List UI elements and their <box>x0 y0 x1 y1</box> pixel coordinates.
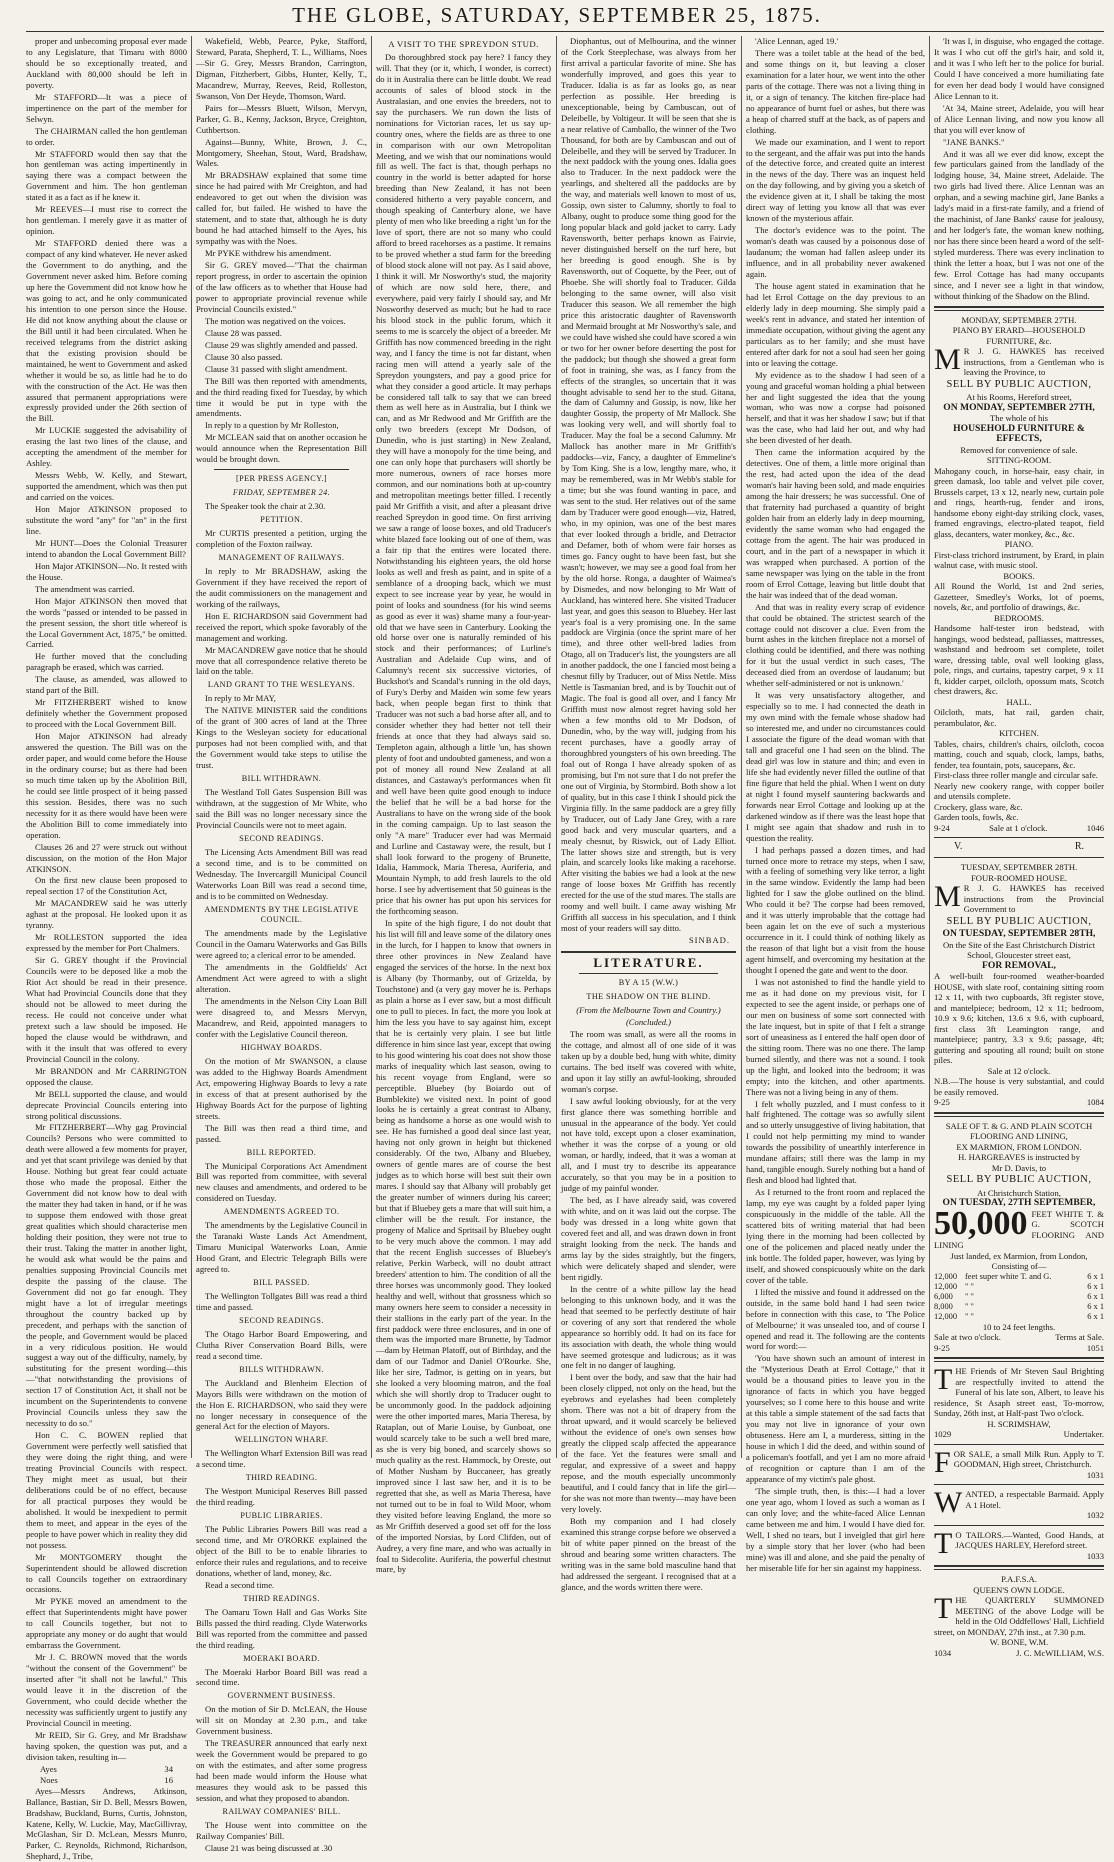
flooring-qty: 8,000 <box>934 1301 953 1311</box>
paragraph: Mr MCLEAN said that on another occasion he would announce when the Representation Bill would be brought down. <box>196 432 367 465</box>
paragraph: Clause 29 was slightly amended and passed. <box>205 339 358 350</box>
ad4-ref: 1029 <box>934 1429 952 1440</box>
railways-head: MANAGEMENT OF RAILWAYS. <box>218 552 345 562</box>
ad3-terms: Terms at Sale. <box>1055 1332 1104 1343</box>
paragraph: I bent over the body, and saw that the hair had been closely clipped, not only on the head, but the eyebrows and eyelashes had been completely shorn. There was not a bit of drapery from the throat upward, and it would scarcely be believed without the evidence of one's own senses how greatly the clipped scalp affected the appearance of the face. Yet the features were small and regular, and expressive of a sweet and happy repose, and the mouth especially uncommonly beautiful, and I could fancy that in life the girl—for she was not more than twenty—may have been very lovely. <box>561 1372 736 1514</box>
paragraph: Hon Major ATKINSON had already answered the question. The Bill was on the order paper, and would come before the House in the ordinary course; but as there had been so much time taken up by the Abolition Bill, he could see little prospect of it being passed this session. Besides, there was no such necessity for it as there would have been were the Abolition Bill to come immediately into operation. <box>26 731 187 840</box>
paragraph: Mr PYKE moved an amendment to the effect that Superintendents might have power to call Councils together, but not to appropriate any money or do aught that would embarrass the Government. <box>26 1596 187 1651</box>
ad1-s3: BOOKS. <box>1003 570 1035 581</box>
paragraph: Mr FITZHERBERT wished to know definitely whether the Government proposed to proceed with the Local Government Bill. <box>26 697 187 730</box>
ad3-lengths: 10 to 24 feet lengths. <box>982 1321 1056 1332</box>
highway-paras <box>196 1056 367 1145</box>
ad1-t9: Crockery, glass ware, &c. <box>934 801 1023 812</box>
paragraph: Against—Bunny, White, Brown, J. C., Montgomery, Sheehan, Stout, Ward, Bradshaw, Wales. <box>196 136 367 169</box>
paragraph: The motion was negatived on the voices. <box>205 315 346 326</box>
govt-business-head: GOVERNMENT BUSINESS. <box>227 1691 336 1701</box>
highway-head: HIGHWAY BOARDS. <box>240 1042 323 1052</box>
ad5-dropcap: F <box>934 1445 951 1479</box>
ad6-num: 1032 <box>1086 1510 1104 1521</box>
ad-rule <box>934 1484 1104 1485</box>
paragraph: It was very unsatisfactory altogether, and especially so to me. I had connected the death in my own mind with the female whose shadow had so interested me, and under no circumstances could I associate the figure of the dead woman with that tall and graceful one I had seen on the blind. The dead girl was low in stature and thin; and even in life she had evidently never filled the outline of that fine figure that held the phial. When I went on duty at night I found myself sauntering backwards and forwards near Errol Cottage and looking up at the darkened window as if there was the least hope that I might see again that shadow and rush in to question the reality. <box>746 690 925 843</box>
flooring-table <box>934 1272 1104 1322</box>
paragraph: Pairs for—Messrs Bluett, Wilson, Mervyn, Parker, G. B., Kenny, Jackson, Bryce, Creighton, Cuthbertson. <box>196 102 367 135</box>
paragraph: Mr STAFFORD would then say that the hon gentleman was acting impertinently in saying there was a compact between the Government and him. The hon gentleman stated it as a fact as if he knew it. <box>26 148 187 203</box>
paragraph: I saw awful looking obviously, for at the very first glance there was something horrible and unusual in the appearance of the body. Yet could not have told, except upon a closer examination, whether it was the corpse of a young or old woman, or hardly, indeed, that it was a woman at all, and I must try to describe its appearance accurately, so that you may be in a position to judge of my painful wonder. <box>561 1095 736 1194</box>
paragraph: Mr MACANDREW said he was utterly aghast at the proposal. He looked upon it as tyranny. <box>26 898 187 931</box>
agreed-text: The amendments by the Legislative Council in the Taranaki Waste Lands Act Amendment, Timaru Municipal Waterworks Loan, Annie Hood Grant, and Electric Telegraph Bills were agreed to. <box>196 1220 367 1275</box>
ad3-place: At Christchurch Station, <box>977 1187 1061 1198</box>
flooring-desc: " " <box>965 1281 974 1291</box>
flooring-row <box>934 1292 1104 1302</box>
readings-text: The Otago Harbor Board Empowering, and Clutha River Conservation Board Bills, were read a second time. <box>196 1328 367 1361</box>
ad1-s2: PIANO. <box>1004 539 1034 550</box>
col4-paragraphs <box>561 36 736 934</box>
paragraph: Hon Major ATKINSON—No. It rested with the House. <box>26 560 187 582</box>
ad2-dropcap: M <box>934 880 961 914</box>
ad1-s1: SITTING-ROOM. <box>986 455 1052 466</box>
bills-withdrawn-text: The Auckland and Blenheim Election of Mayors Bills were withdrawn on the motion of the Hon E. RICHARDSON, who said they were no longer necessary in consequence of the general Act for the election of Mayors. <box>196 1377 367 1432</box>
flooring-size: 6 x 1 <box>1087 1281 1104 1291</box>
paragraph: Mr FITZHERBERT—Why gag Provincial Councils? Persons who were committed to death were allowed a few moments for prayer, and yet that scant privilege was denied by that House. Nothing but great fear could actuate those who made the proposal. Either the Government did not know how to deal with the matter they had taken in hand, or if he was to suppose them endowed with those great great qualities which should characterise men holding their position, they were not true to their trust. Taking the matter in another light, he would ask what would be the pains and penalties supposing Provincial Councils met despite the passing of the clause. The Government did not go far enough. They might have a lot of irregular meetings throughout the country backed up by precedent, and perhaps with the sanction of the people, and Government would be placed in a very ridiculous position. He would suggest a way out of the difficulty, namely, by substituting for the present wording—this—"that notwithstanding the provisions of section 17 of Constitution Act, it shall not be incumbent on the Superintendents to convene Provincial Councils unless they saw the necessity to do so." <box>26 1122 187 1429</box>
withdrawn-text: The Westland Toll Gates Suspension Bill was withdrawn, at the suggestion of Mr White, who said the Bill was no longer necessary since the Provincial Councils were not to meet again. <box>196 787 367 830</box>
paragraph: Do thoroughbred stock pay here? I fancy they will. That they (or it, which, I wonder, is correct) do it in Australia there can be little doubt. We read accounts of sales of blood stock in the Australasian, and one envies the breeders, not to say the purchasers. We run down the lists of nominations for Victorian races, let us say up-country ones, where the fields are as three to one in comparison with our own Metropolitan Meeting, and we wish that our nominations would fill as well. The fact is that, though perhaps no country in the world is better adapted for horse breeding than New Zealand, it has not been considered hitherto a very payable concern, and though speaking of Canterbury alone, we have plenty of men who like breeding a right 'un for the love of sport, there are not so many who could afford to breed racehorses as a pastime. It remains to be proved whether a stud farm for the breeding of blood stock alone will not pay. As I said above, I think it will. Mr Nosworthy's stud, the majority of which are now sold here, there, and everywhere, paid very fairly I should say, and Mr Nosworthy deserved as much; but he had to race his blood stock in the public forum, which it seems to me is scarcely the object of a breeder. Mr Griffith has now commenced breeding in the right way, and I fancy the time is not far distant, when racing men will attend a yearly sale of the Spreydon youngsters, and pay a good price for what they consider a good article. It may perhaps be considered tall talk to say that we can breed them as well here as in Australia, but I think we can, and as Mr Redwood and Mr Griffith are the only two breeders (except Mr Dodson, of Dunedin, who is just starting) in New Zealand, they will have a monopoly for the time being, and one can only hope that purchasers will shortly be more numerous, owners of race horses more common, and our nominations both at up-country and metropolitan meetings better filled. I recently paid Mr Griffith a visit, and after a pleasant drive reached Spreydon in good time. On first arriving we saw a range of loose boxes, and old Traducer's white blazed face looking out of one of them, was a fair tip that the entires were located there. Notwithstanding his eighteen years, the old horse looks as well and fresh as paint, and in spite of a semblance of a drooping back, which we must expect to see increase year by year, he would in point of looks and soundness (for his wind seems as good as ever it was) shame many a four-year-old that we have seen in Canterbury. Looking the old horse over one is naturally reminded of his stock and their performances; of Lurline's Australian and Adelaide Cup wins, and of Calumny's recent six successive victories, of Buckshot's and Scandal's running in the old days, of Fury's Derby and Maiden win some few years back, when people began first to think that Traducer was not such a bad horse after all, and to consider whether they had better not tell their friends at once that they had always said so. Templeton again, although a little 'un, has shown plenty of foot and undoubted gameness, and won a pot of money all round New Zealand at all distances, and Castaway's performances when fit and well have been quite good enough to induce the belief that he will be a bad horse for the Australians to have on the wrong side of the book in the coming campaign. Up to last season the only "A mare" Traducer ever had was Mermaid and Lurline and Castaway were, the result, but I shall look forward to the progeny of Brunette, Idalia, Hammock, Maria Theresa, Auriferia, and Mountain Nymph, to add fresh laurels to the old horse. I see by advertisement that 50 guineas is the price that his owner has put upon his services for the forthcoming season. <box>376 51 551 917</box>
ayes-count: 34 <box>164 1763 173 1774</box>
ayes-label: Ayes <box>40 1763 57 1774</box>
ad1-time: Sale at 1 o'clock. <box>989 822 1048 833</box>
paragraph: In reply to Mr BRADSHAW, asking the Government if they have received the report of the audit commissioners on the management and working of the railways, <box>196 565 367 609</box>
column-rule <box>741 36 742 1458</box>
paragraph: As I returned to the front room and replaced the lamp, my eye was caught by a folded paper lying conspicuously in the middle of the table. All the scattered bits of writing material that had been lying there in the morning had been collected by one of the policemen and placed neatly under the ink bottle. The folded paper, however, was lying by itself, and showed conspicuously white on the dark cover of the table. <box>746 1187 925 1285</box>
ad3-bignum: 50,000 <box>934 1204 1028 1242</box>
paragraph: 'At 34, Maine street, Adelaide, you will hear of Alice Lennan living, and now you know all that you will ever know of <box>934 102 1104 135</box>
ad-rule <box>934 857 1104 858</box>
paragraph: Both my companion and I had closely examined this strange corpse before we observed a bit of white paper pinned on the breast of the shroud and bearing some written characters. The writing was in the same bold masculine hand that had addressed the sergeant. I recognised that at a glance, and the words written there were. <box>561 1515 736 1592</box>
paragraph: The amendments in the Nelson City Loan Bill were disagreed to, and Messrs Mervyn, Macandrew, and Reid, appointed managers to confer with the Legislative Council thereon. <box>196 996 367 1040</box>
paragraph: Messrs Webb, W. Kelly, and Stewart, supported the amendment, which was then put and carried on the voices. <box>26 470 187 503</box>
byline: BY A 15 (W.W.) <box>618 978 679 988</box>
paragraph: Wakefield, Webb, Pearce, Pyke, Stafford, Steward, Parata, Shepherd, T. L., Williams, Noes—Sir G. Grey, Messrs Brandon, Carrington, Digman, Fitzherbert, Gibbs, Hunter, Kelly, T., Macandrew, Murray, Reeves, Reid, Rolleston, Swanson, Von Der Heyde, Thomson, Ward. <box>196 36 367 101</box>
paragraph: The amendments made by the Legislative Council in the Oamaru Waterworks and Gas Bills were agreed to; a clerical error to be amended. <box>196 928 367 961</box>
ad8-text: HE QUARTERLY SUMMONED MEETING of the above Lodge will be held in the Old Oddfellows' Hall, Lichfield street, on MONDAY, 27th inst., at 7.30 p.m. <box>934 1595 1104 1637</box>
wharf-head: WELLINGTON WHARF. <box>234 1435 329 1445</box>
ad4-dropcap: T <box>934 1363 953 1397</box>
story-title: THE SHADOW ON THE BLIND. <box>586 992 711 1002</box>
moeraki-head: MOERAKI BOARD. <box>243 1653 320 1663</box>
col2-paragraphs <box>196 36 367 465</box>
masthead-title: THE GLOBE, SATURDAY, SEPTEMBER 25, 1875. <box>292 3 822 27</box>
flooring-qty: 12,000 <box>934 1271 958 1281</box>
ad1-title: HOUSEHOLD FURNITURE & EFFECTS, <box>953 422 1085 445</box>
third-reading-head: THIRD READING. <box>245 1473 318 1483</box>
paragraph: And that was in reality every scrap of evidence that could be obtained. The strictest search of the cottage could not discover a clue. Even from the burnt ashes in the kitchen fireplace not a morsel of clothing could be identified, and there was nothing for it but the usual verdict in such cases, 'The deceased died from an overdose of laudanum; but whether self-administered or not is unknown.' <box>746 601 925 689</box>
paragraph: Mr BRANDON and Mr CARRINGTON opposed the clause. <box>26 1065 187 1087</box>
paragraph: The amendments in the Goldfields' Act Amendment Act were agreed to with a slight alteration. <box>196 962 367 995</box>
ad-rule <box>934 837 1104 838</box>
ad3-footer <box>934 1343 1104 1354</box>
ad3-feet: FEET WHITE T. & G. SCOTCH FLOORING AND LINING <box>934 1208 1104 1251</box>
wesleyans-head: LAND GRANT TO THE WESLEYANS. <box>207 680 356 690</box>
column-3-stud-visit <box>376 36 551 1575</box>
paragraph: Mr J. C. BROWN moved that the words "without the consent of the Government" be inserted after "it shall not be lawful." This would leave it in the discretion of the Government, who could decide whether the necessity was sufficiently urgent to justify any Provincial Council in meeting. <box>26 1652 187 1728</box>
ad1-t6: Tables, chairs, children's chairs, oilcloth, cocoa matting, couch and squab, clock, lamps, baths, fender, tea fountain, pots, saucepans, &c. <box>934 738 1104 770</box>
railway-companies-head: RAILWAY COMPANIES' BILL. <box>222 1806 341 1816</box>
agreed-head: AMENDMENTS AGREED TO. <box>223 1207 340 1217</box>
ad2-sell: SELL BY PUBLIC AUCTION, <box>946 915 1092 927</box>
ad4-role: Undertaker. <box>1063 1429 1104 1440</box>
third-readings-text: The Oamaru Town Hall and Gas Works Site Bills passed the third reading. Clyde Waterworks Bill was reported from the committee and passed the third reading. <box>196 1606 367 1650</box>
section-rule <box>561 951 736 953</box>
paragraph: Hon E. RICHARDSON said Government had received the report, which spoke favorably of the management and working. <box>196 610 367 643</box>
amendments-head: AMENDMENTS BY THE LEGISLATIVE COUNCIL. <box>204 904 359 925</box>
paragraph: And it was all we ever did know, except the few particulars gained from the landlady of the lodging house, 34, Maine street, Adelaide. The two girls had lived there. Alice Lennan was an orphan, and a sewing machine girl, Jane Banks a lady's maid in a first-rate family, and a friend of the machinist, of Jane Banks' cause for jealousy, and her lodger's fate, the woman knew nothing, nor has there since been heard a word of the self-styled murderess. There was every inclination to think the letter a hoax, but I was not one of the few. Errol Cottage has had many occupants since, and I never see a light in that window, without thinking of the Shadow on the Blind. <box>934 148 1104 301</box>
ad-flooring-sale <box>934 1121 1104 1354</box>
ad4-footer <box>934 1429 1104 1440</box>
column-6-advertisements <box>934 36 1104 1658</box>
paragraph: The clause, as amended, was allowed to stand part of the Bill. <box>26 674 187 696</box>
col1-paragraphs <box>26 36 187 1763</box>
petition-text: Mr CURTIS presented a petition, urging the completion of the Foxton railway. <box>196 528 367 549</box>
flooring-row <box>934 1312 1104 1322</box>
ad3-line1: H. HARGREAVES is instructed by <box>958 1152 1080 1163</box>
govt-business-text: On the motion of Sir D. McLEAN, the House will sit on Monday at 2.30 p.m., and take Government business. <box>196 1704 367 1737</box>
third-reading-text: The Westport Municipal Reserves Bill passed the third reading. <box>196 1486 367 1508</box>
paragraph: Read a second time. <box>205 1579 275 1590</box>
paragraph: Mr MACANDREW gave notice that he should move that all correspondence relative thereto be laid on the table. <box>196 644 367 677</box>
ad1-s6: KITCHEN. <box>999 728 1039 739</box>
ad-rule <box>934 1112 1104 1117</box>
vr-left: V. <box>954 841 963 853</box>
paragraph: The house agent stated in examination that he had let Errol Cottage on the day previous to an elderly lady in deep mourning. She simply paid a week's rent in advance, and stated her intention of immediate occupation, without giving the agent any particulars as to her family; and she must have entered after dark for not a soul had seen her going into or leaving the cottage. <box>746 280 925 368</box>
ad8-sub: QUEEN'S OWN LODGE. <box>973 1584 1065 1595</box>
story-status: (Concluded.) <box>625 1016 672 1027</box>
paragraph: The doctor's evidence was to the point. The woman's death was caused by a poisonous dose of laudanum; the woman had fallen asleep under its influence, and in all probability never awakened again. <box>746 225 925 280</box>
paragraph: The Bill was then read a third time, and passed. <box>196 1122 367 1144</box>
paragraph: 'Alice Lennan, aged 19.' <box>755 36 839 46</box>
masthead-rule <box>26 31 1104 32</box>
paragraph: Sir G. GREY thought if the Provincial Councils were to be deposed like a mob the Riot Act should be read in their presence. What had Provincial Councils done that they should not be allowed to meet during the recess. He could not conceive under what pretext such a law should be imposed. He hoped the clause would be withdrawn, and with it the insult that was offered to every Provincial Council in the colony. <box>26 955 187 1064</box>
paragraph: In reply to Mr MAY, <box>205 693 276 704</box>
treasurer-text: The TREASURER announced that early next week the Government would be prepared to go on with the estimates, and after some progress had been made would inform the House what measures they would ask to be passed this session, and what they proposed to abandon. <box>196 1738 367 1804</box>
ad-milk-run <box>934 1445 1104 1481</box>
ad2-place: On the Site of the East Christchurch District School, Gloucester street east, <box>942 939 1096 961</box>
ad3-terms-row <box>934 1332 1104 1343</box>
ad-rule <box>934 1525 1104 1526</box>
paragraph: The bed, as I have already said, was covered with white, and on it was laid out the corpse. The body was dressed in a long white gown that covered feet and all, and was drawn down in front straight looking from the neck. The hands and arms lay by the sides straightly, but the fingers, which were delicately shaped and slender, were bent rigidly. <box>561 1195 736 1282</box>
paragraph: Mr BELL supported the clause, and would deprecate Provincial Councils entering into strong political discussions. <box>26 1088 187 1121</box>
col6-paragraphs <box>934 36 1104 302</box>
paragraph: Hon C. C. BOWEN replied that Government were perfectly well satisfied that they were doing the right thing, and were treating Provincial Councils with respect. They might meet as usual, but their deliberations could be of no effect, because for all practical purposes they would be abolished. It would be inexpedient to permit them to meet, and appear in the eyes of the people to have power which in reality they did not possess. <box>26 1430 187 1550</box>
ad3-landed: Just landed, ex Marmion, from London, Consisting of— <box>950 1250 1088 1272</box>
petition-head: PETITION. <box>260 515 303 525</box>
paragraph: Then came the information acquired by the detectives. One of them, a little more original than the rest, had acted upon the idea of the dead woman's hair having been sold, and made enquiries among the hair dressers; he was successful. One of that fraternity had purchased a quantity of bright golden hair from an elderly lady in deep mourning, evidently the same woman who had engaged the cottage from the agent. The hair was produced in court, and in the part of a newspaper in which it was wrapped when purchased. A portion of the same newspaper was lying on the table in the front room of Errol Cottage, leaving but little doubt that the hair was indeed that of the dead woman. <box>746 447 925 600</box>
visit-paragraphs <box>376 52 551 1575</box>
ad8-head: P.A.F.S.A. <box>1001 1574 1037 1585</box>
ad1-t5: Oilcloth, mats, hat rail, garden chair, perambulator, &c. <box>934 707 1104 728</box>
paragraph: proper and unbecoming proposal ever made to any Legislature, that Timaru with 8000 should be so exceptionally treated, and Auckland with 80,000 should be left in poverty. <box>26 36 187 90</box>
column-rule <box>371 36 372 1458</box>
ad7-num: 1033 <box>1086 1550 1104 1561</box>
ad8-name2: J. C. McWILLIAM, W.S. <box>1016 1647 1104 1658</box>
wesleyans-paras <box>196 693 367 771</box>
paragraph: Clause 31 passed with slight amendment. <box>205 363 348 374</box>
libraries-paras <box>196 1524 367 1591</box>
ad4-text: HE Friends of Mr Steven Saul Brighting are respectfully invited to attend the Funeral of his late son, Albert, to leave his residence, St Asaph street east, To-morrow, Sunday, 26th inst, at Half-past Two o'clock. <box>934 1366 1104 1419</box>
paragraph: Mr MONTGOMERY thought the Superintendent should be allowed discretion to call Councils together on extraordinary occasions. <box>26 1551 187 1595</box>
railways-paras <box>196 566 367 678</box>
ad2-num: 1084 <box>1086 1097 1104 1108</box>
flooring-desc: " " <box>965 1291 974 1301</box>
paragraph: 'The simple truth, then, is this:—I had a lover one year ago, whom I loved as such a woman as I can only love; and the white-faced Alice Lennan came between me and him. I would I have died for. Well, I shed no tears, but I inveigled that girl here by a simple story that her lover (who had been mine) was ill and alone, and she paid the penalty of her miserable life for her sin against my happiness. <box>746 1485 925 1573</box>
wharf-text: The Wellington Wharf Extension Bill was read a second time. <box>196 1448 367 1470</box>
ad7-text: O TAILORS.—Wanted, Good Hands, at JACQUES HARLEY, Hereford street. <box>955 1529 1104 1551</box>
moeraki-text: The Moeraki Harbor Board Bill was read a second time. <box>196 1666 367 1688</box>
libraries-head: PUBLIC LIBRARIES. <box>240 1511 323 1521</box>
ad1-s5: HALL. <box>1006 696 1032 707</box>
division-ayes <box>26 1764 187 1775</box>
divider <box>214 469 349 470</box>
division-list: Ayes—Messrs Andrews, Atkinson, Ballance, Bastian, Sir D. Bell, Messrs Bowen, Bradshaw, Buckland, Burns, Curtis, Johnston, Katene, Kelly, W. Luckie, May, MacGillivray, McGlashan, Sir D. McLean, Messrs Munro, Parker, C. Reynolds, Richmond, Richardson, Shephard, J., Tribe, <box>26 1785 187 1862</box>
paragraph: In the centre of a white pillow lay the head belonging to this unknown body, and it was the head that seemed to be perfectly destitute of hair or covering of any sort that rendered the whole appearance so horribly odd. It had on its face for its association with death, the whole thing would have seemed grotesque and ludicrous; as it was one felt in no danger of laughing. <box>561 1283 736 1371</box>
story-source: (From the Melbourne Town and Country.) <box>576 1004 721 1015</box>
paragraph: "JANE BANKS." <box>943 136 1005 147</box>
paragraph: The NATIVE MINISTER said the conditions of the grant of 300 acres of land at the Three Kings to the Wesleyan society for educational purposes had not been complied with, and that the Government would take steps to utilise the trust. <box>196 705 367 771</box>
vr-cipher <box>934 842 1104 853</box>
reported-head: BILL REPORTED. <box>246 1147 317 1157</box>
column-rule <box>556 36 557 1458</box>
bills-withdrawn-head: BILLS WITHDRAWN. <box>239 1364 324 1374</box>
paragraph: The CHAIRMAN called the hon gentleman to order. <box>26 125 187 147</box>
ad2-nb: N.B.—The house is very substantial, and could be easily removed. <box>934 1076 1104 1097</box>
ad-tailors-wanted <box>934 1526 1104 1562</box>
flooring-size: 6 x 1 <box>1087 1291 1104 1301</box>
ad8-dropcap: T <box>934 1592 953 1626</box>
paragraph: We made our examination, and I went to report to the sergeant, and the affair was put into the hands of the detective force, and created quite an interest in the news of the day. There was an inquest held on the day following, and by giving you a sketch of the evidence given at it, I shall be taking the most direct way of letting you know all that was ever known of the mysterious affair. <box>746 136 925 224</box>
ad1-place: At his Rooms, Hereford street, <box>966 392 1072 403</box>
ad6-dropcap: W <box>934 1486 963 1520</box>
ad7-dropcap: T <box>934 1526 953 1560</box>
ad6-text: ANTED, a respectable Barmaid. Apply A 1 Hotel. <box>965 1489 1104 1510</box>
ad-rule <box>934 1444 1104 1445</box>
ad2-sub: FOUR-ROOMED HOUSE. <box>971 872 1067 883</box>
ad1-head: MONDAY, SEPTEMBER 27TH. <box>961 314 1077 325</box>
flooring-row <box>934 1272 1104 1282</box>
press-date: FRIDAY, SEPTEMBER 24. <box>232 488 331 498</box>
ad1-date: ON MONDAY, SEPTEMBER 27TH, <box>943 401 1095 413</box>
paragraph: I felt wholly puzzled, and I must confess to it half frightened. The cottage was so awfully silent and so utterly unsuggestive of living habitation, that I could not help permitting my mind to wander towards the possibility of unearthly interference in mundane affairs; still there was the lamp in my hand, tangible enough. Surely nothing but a hand of flesh and blood had lighted that. <box>746 1098 926 1186</box>
paragraph: The amendment was carried. <box>35 583 135 594</box>
ad1-t7: First-class three roller mangle and circular safe. <box>934 770 1098 781</box>
press-lead: The Speaker took the chair at 2.30. <box>205 501 326 512</box>
flooring-size: 6 x 1 <box>1087 1271 1104 1281</box>
flooring-size: 6 x 1 <box>1087 1301 1104 1311</box>
paragraph: He further moved that the concluding paragraph be erased, which was carried. <box>26 651 187 673</box>
withdrawn-head: BILL WITHDRAWN. <box>241 774 322 784</box>
paragraph: In spite of the high figure, I do not doubt that his list will fill and leave some of the dilatory ones in the lurch, for I happen to know that owners in three other provinces in New Zealand have engaged the services of the horse. In the next box is Albany (by Thormanby, out of Grizelda, by Touchstone) and (a very gay mover he is. Perhaps as plain a horse as I ever saw, but a most difficult one to pull to pieces. In fact, the more you look at him the less you have to say against him, except that he is certainly very plain. I see but little difference in him since last year, except that owing to his good wintering his coat does not show those marks of inequality which last season, owing to his recent voyage from England, were so perceptible. Bluebey (by Boiardo out of Bumblekite) we visited next. In point of good looks he is certainly a great contrast to Albany, being as handsome a horse as one would wish to see. He has furnished a good deal since last year, having not only grown in height but thickened considerably. Of the two, Albany and Bluebey, owners of gentle mares are of course the best judges as to which horse will best suit their own mares. I should say that Albany will probably get the greater number of winners during his career; but that if Bluebey gets a mare that will suit him, a climber will be the result. For instance, the progeny of Malice and Spritsail by Bluebey ought to be very much above the common. I may add that the recent English successes of Bluebey's relative, Perkin Warbeck, will no doubt attract breeders' attention to him. The condition of all the three horses was uncommonly good. They looked healthy and well, without that grossness which so many owners here seem to consider a necessity in their stallions in the early part of the year. In the first paddock were three enclosures, and in one of them was the imported mare Brunette, by Tadmor—dam by Hetman Platoff, out of Birthday, and the dam of our Tadmor and Daniel O'Rourke. She, like her sire, Tadmor, is getting on in years, but she looked a very blooming matron, and the foal which she will shortly drop to Traducer ought to be uncommonly good. In the paddock adjoining were the other imported mares, Maria Theresa, by Rataplan, out of Marie Louise, by Gunboat, one would scarcely take to be such a well bred mare, as she is very big boned, and scarcely shows so much quality as the rest. Hammock, by Oreste, out of Mother Nusham by Buccaneer, has greatly improved since I last saw her, and it is to be regretted that she, as well as Maria Theresa, have not turned out to be in foal to Wild Moor, whom they visited before leaving England, the more so as Mr Griffith deserved a good set off for the loss of the imported Norsias, by Lord Clifden, out of Audrey, a very fine mare, and who was actually in foal to Sidecolite. Auriferia, the powerful chestnut mare, by <box>376 918 551 1575</box>
second-readings-text: The Licensing Acts Amendment Bill was read a second time, and is to be committed on Wednesday. The Invercargill Municipal Council Waterworks Loan Bill was read a second time, and is to be committed on Wednesday. <box>196 846 367 901</box>
paragraph: 'You have shown such an amount of interest in the "Mysterious Death at Errol Cottage," that it would be a thousand pities to leave you in the ignorance of facts in which you have begged yourselves; so I come here to this house and write at this table a simple statement of the sad facts that you may not live in ignorance of your own obtuseness. Here am I, a murderess, sitting in the house in which I did the deed, and within sound of a policeman's footfall, and yet I am no more afraid of recognition or capture than I am of the appearance of my victim's pale ghost. <box>746 1353 925 1484</box>
ad1-num: 1046 <box>1086 822 1104 833</box>
ad8-name1: W. BONE, W.M. <box>989 1637 1049 1648</box>
paragraph: Mr ROLLESTON supported the idea expressed by the member for Port Chalmers. <box>26 932 187 954</box>
paragraph: The Public Libraries Powers Bill was read a second time, and Mr O'RORKE explained the object of the Bill to be to enable libraries to enforce their rules and regulations, and to receive donations, whether of land, money, &c. <box>196 1524 367 1578</box>
ad-rule <box>934 1357 1104 1362</box>
ad3-line2: Mr D. Davis, to <box>991 1162 1047 1173</box>
column-1-parliament <box>26 36 187 1862</box>
paragraph: Clause 28 was passed. <box>205 327 282 338</box>
flooring-qty: 12,000 <box>934 1311 958 1321</box>
paragraph: Mr STAFFORD denied there was a compact of any kind whatever. He never asked the Government to do anything, and the Government never asked him. Before coming up here the Government did not know how he was going to act, and he only communicated his intention to one person since the House. He did not know anything about the clause or the Bill until it had been circulated. When he received telegrams from the district asking that the existing provision should be maintained, he went to Government and asked whether it would be so, as little had he to do with the construction of the Act. He was then assured that permanent appropriations were expressly provided under the 26th section of the Bill. <box>26 238 187 424</box>
column-5-story <box>746 36 926 1573</box>
ad1-t1: Mahogany couch, in horse-hair, easy chair, in green damask, loo table and velvet pile cover, Brussels carpet, 13 x 12, nearly new, curtain pole and rings, hearth-rug, fender and irons, handsome ebony eight-day striking clock, vases, framed engravings, electro-plated teapot, field glass, decanters, water monkey, &c., &c. <box>934 465 1104 539</box>
paragraph: On the motion of Mr SWANSON, a clause was added to the Highway Boards Amendment Act, empowering Highway Boards to levy a rate in excess of that at present authorised by the Highway Boards Act for the purpose of lighting streets. <box>196 1055 367 1121</box>
paragraph: Hon Major ATKINSON then moved that the words "passed or intended to be passed in the present session, the short title whereof is the Local Government Act, 1875," be omitted. Carried. <box>26 595 187 650</box>
ad2-footer <box>934 1097 1104 1108</box>
column-rule <box>191 36 192 1458</box>
paragraph: The room was small, as were all the rooms in the cottage, and almost all of one side of it was taken up by a double bed, hung with white, dimity curtains. The bed itself was covered with white, and upon it lay stilly an awful-looking, shrouded woman's corpse. <box>561 1028 736 1094</box>
passed-head: BILL PASSED. <box>253 1278 310 1288</box>
paragraph: I was not astonished to find the handle yield to me as it had done on my previous visit, for I expected to see the agent inside, or perhaps one of our men on business of some sort connected with the late inquest, but in spite of that I felt a strange sort of uneasiness as I entered the half open door of the sitting room. There was no one there. The lamp burned silently, and there was not a sound. I took up the light, and looked into the bedroom; it was empty; into the kitchen, and other apartments. There was not a living being in any of them. <box>746 977 925 1097</box>
ad3-num: 1051 <box>1086 1342 1104 1353</box>
reported-text: The Municipal Corporations Act Amendment Bill was reported from committee, with several new clauses and amendments, and ordered to be considered on Tuesday. <box>196 1160 367 1204</box>
second-readings-head: SECOND READINGS. <box>239 833 324 843</box>
ad1-s4: BEDROOMS. <box>994 612 1044 623</box>
paragraph: Clauses 26 and 27 were struck out without discussion, on the motion of the Hon Major ATKINSON. <box>26 841 187 874</box>
flooring-desc: " " <box>965 1311 974 1321</box>
paragraph: Diophantus, out of Melbourina, and the winner of the Cork Steeplechase, was always from her first arrival a particular favorite of mine. She has wonderfully improved, and goes this year to Traducer. Idalia is as far as looks go, as near perfection as possible. Her breeding is unexceptionable, being by Cambuscan, out of Deleibelle, by Voltigeur. It will be seen that she is a near relative of Camballo, the winner of the Two Thousand, for both are by Cambuscan and out of Deleibelle, and they will be served by Traducer. In the next paddock with the young ones. Idalia goes also to Traducer. In the next paddock were the yearlings, and sheltered all the paddocks are by the way, and materials well known to most of us, Gossip, own sister to Calumny, shortly to foal to Albany, ought to produce some thing good for the long popular black and gold jacket to carry. Lady Ravensworth, better perhaps known as Fairvie, never distinguished herself on the turf here, but her breeding is good enough. She is by Ravensworth, out of Coquette, by the Peer, out of Phoebe. She will shortly foal to Traducer. Gilda belonging to the same owner, will also visit Traducer this season. We all remember the high price this aristocratic daughter of Ravensworth and Mermaid brought at Mr Nosworthy's sale, and we could have wished she could have scored a win or two for her owner before deserting the post for the paddock; but though she showed a great form of foot in training, she was, as I fancy from the effects of the strangles, so uncertain that it was thought advisable to send her to the stud. Gitana, the dam of Calumny and Gossip, is now, like her daughter Gossip, the property of Mr Mallock. She was looking very well, and will shortly foal to Traducer. May the foal be a second Calumny. Mr Mallock has another mare in Mr Griffith's paddocks—viz, Fancy, a daughter of Emmeline's by Tom King. She is a low, lengthy mare, who, it may be remembered, was in Mr Webb's stable for a time; but she was found wanting in pace, and was sent to the stud. Her relatives out of the same dam by Traducer were good enough—viz, Hatred, who, in my opinion, was one of the best mares that ever looked through a bridle, and Detractor and Defamer, both of whom were fair horses as times go. Fancy ought to have been fast, but she wasn't; however, we may see a good foal from her by the old horse. Ronga, a daughter of Waimea's by Dismedes, and now belonging to Mr Watt of Auckland, has wintered here. She visited Traducer last year, and goes this season to Bluebey. Her last year's foal is a very promising one. In the same paddock are Virginia (once the sprint mare of her time), and three other well-bred ladies from Otago, all on Traducer's list, the youngsters are all in another paddock, the one I fancied most being a chesnut filly by Traducer, out of Miss Nettle. Miss Nettle is Tasmanian bred, and is by Touchit out of Magic. The foal is good all over, and I fancy Mr Griffith must now almost regret having sold her when a few months old to Mr Dodson, of Dunedin, who, by the way will, judging from his recent purchases, have a goodly array of thoroughbred youngsters of his own breeding. The foal out of Ronga I have already spoken of as promising, but I'm not sure that I do not prefer the one out of Virginia, by Stormbird. Both show a lot of quality, but in this case I think I should pick the Virginia filly. In the same paddock are a grey filly by Traducer, out of Lady Jane Grey, with a rare good back and very muscular quarters, and a mealy chesnut, by Riswick, out of Lady Elliot. The latter shows size and strength, but is very plain, and scarcely looks like making a racehorse. After visiting the babies we had a look at the new range of loose boxes Mr Griffith has recently erected for the use of the stud mares. The stalls are roomy and well built. I came away wishing Mr Griffith all success in his speculation, and I think most of your readers will say ditto. <box>561 36 736 934</box>
paragraph: Mr LUCKIE suggested the advisability of erasing the last two lines of the clause, and accepting the amendment of the member for Ashley. <box>26 425 187 469</box>
paragraph: There was a toilet table at the head of the bed, and some things on it, but leaving a closer examination for a later hour, we went into the other parts of the cottage. There was not a living thing in it, or a sign of tenancy. The kitchen fire-place had no appearance of burnt fuel or ashes, but there was a heap of charred stuff at the back, as of papers and clothing. <box>746 47 925 135</box>
paragraph: I had perhaps passed a dozen times, and had turned once more to retrace my steps, when I saw, with a feeling of something very like terror, a light in the same window. Evidently the lamp had been lighted for I saw the globe outlined on the blind. Who could it be? The corpse had been removed, and it was utterly improbable that the cottage had been again let on the eve of such a mysterious occurrence in it. I could think of nothing likely as the reason of that light but a visit from the house agent himself, and overcoming my hesitation at the thought I opened the gate and went to the door. <box>746 844 925 976</box>
readings-head: SECOND READINGS. <box>239 1315 324 1325</box>
noes-count: 16 <box>164 1774 173 1785</box>
paragraph: Mr HUNT—Does the Colonial Treasurer intend to abandon the Local Government Bill? <box>26 537 187 559</box>
column-2-parliament <box>196 36 367 1853</box>
passed-text: The Wellington Tollgates Bill was read a third time and passed. <box>196 1290 367 1312</box>
ad1-ref: 9-24 <box>934 822 950 833</box>
story-paragraphs <box>561 1029 736 1593</box>
paragraph: I lifted the missive and found it addressed on the outside, in the same bold hand I had seen twice before in connection with this case, to 'The Police of Melbourne;' it was unsealed too, and of course I opened and read it. The following are the contents word for word:— <box>746 1286 925 1352</box>
ad8-ref: 1034 <box>934 1647 952 1658</box>
ad2-intro: R J. G. HAWKES has received instructions from the Provincial Government to <box>963 883 1104 915</box>
ad3-date: ON TUESDAY, 27TH SEPTEMBER, <box>942 1197 1096 1209</box>
ad1-t2: First-class trichord instrument, by Erard, in plain walnut case, with music stool. <box>934 549 1104 571</box>
ad1-removed: Removed for convenience of sale. <box>960 444 1078 455</box>
paragraph: Sir G. GREY moved—"That the chairman report progress, in order to ascertain the opinion of the law officers as to whether that House had power to appropriate provincial revenue while Provincial Councils existed." <box>196 260 367 314</box>
flooring-qty: 6,000 <box>934 1291 953 1301</box>
press-agency-head: [PER PRESS AGENCY.] <box>236 474 327 484</box>
ad2-head: TUESDAY, SEPTEMBER 28TH. <box>960 862 1078 873</box>
railway-companies-last: Clause 21 was being discussed at .30 <box>205 1842 333 1853</box>
flooring-desc: " " <box>965 1301 974 1311</box>
division-noes <box>26 1775 187 1786</box>
paragraph: Mr REID, Sir G. Grey, and Mr Bradshaw having spoken, the question was put, and a division taken, resulting in— <box>26 1729 187 1762</box>
ad-four-roomed-house <box>934 862 1104 1108</box>
ad1-t10: Garden tools, fowls, &c. <box>934 812 1019 823</box>
flooring-row <box>934 1282 1104 1292</box>
paragraph: Clause 30 also passed. <box>205 351 283 362</box>
signature: SINBAD. <box>688 935 730 946</box>
paragraph: Mr REEVES—I must rise to correct the hon gentleman. I merely gave it as matter of opinion. <box>26 204 187 237</box>
paragraph: Hon Major ATKINSON proposed to substitute the word "any" for "an" in the first line. <box>26 504 187 536</box>
ad3-head: SALE OF T. & G. AND PLAIN SCOTCH FLOORING AND LINING, <box>945 1120 1093 1142</box>
ad2-date: ON TUESDAY, SEPTEMBER 28TH, <box>942 928 1096 940</box>
paragraph: Mr BRADSHAW explained that some time since he had paired with Mr Creighton, and had endeavored to get out when the division was called for, but failed. He wished to have the statement, and to state that, although he is duty bound he had attached himself to the Ayes, his sympathy was with the Noes. <box>196 170 367 247</box>
flooring-qty: 12,000 <box>934 1281 958 1291</box>
flooring-desc: feet super white T. and G. <box>965 1271 1052 1281</box>
ad-rule <box>934 306 1104 311</box>
ad-lodge-meeting <box>934 1574 1104 1658</box>
paragraph: In reply to a question by Mr Rolleston, <box>205 420 339 431</box>
ad8-footer <box>934 1648 1104 1659</box>
ad-funeral-notice <box>934 1363 1104 1440</box>
ad1-sell: SELL BY PUBLIC AUCTION, <box>946 378 1092 390</box>
paragraph: The Bill was then reported with amendments, and the third reading fixed for Tuesday, by which time it would be put in type with the amendments. <box>196 375 367 419</box>
flooring-row <box>934 1302 1104 1312</box>
ad1-intro: R J. G. HAWKES has received instructions, from a Gentleman who is leaving the Province, to <box>963 346 1104 378</box>
railway-companies-text: The House went into committee on the Railway Companies' Bill. <box>196 1819 367 1841</box>
ad1-t4: Handsome half-tester iron bedstead, with hangings, wood bedstead, palliasses, mattresses, washstand and bedroom set complete, toilet ware, dressing table, oval well looking glass, pole, rings, and curtains, tapestry carpet, 9 x 11 ft, kidder carpet, oilcloth, opossum mats, Scotch chest drawers, &c. <box>934 623 1104 697</box>
amendments-paras <box>196 928 367 1040</box>
ad-barmaid-wanted <box>934 1486 1104 1521</box>
ad1-dropcap: M <box>934 343 961 377</box>
ad1-t3: All Round the World, 1st and 2nd series, Gazetteer, Smedley's Works, lot of poems, novels, &c, and portfolio of drawings, &c. <box>934 581 1104 613</box>
ad2-removal: FOR REMOVAL, <box>982 959 1056 971</box>
ad5-text: OR SALE, a small Milk Run. Apply to T. GOODMAN, High street, Christchurch. <box>953 1448 1104 1470</box>
ad-household-furniture <box>934 315 1104 834</box>
flooring-size: 6 x 1 <box>1087 1311 1104 1321</box>
visit-headline: A VISIT TO THE SPREYDON STUD. <box>388 39 539 49</box>
ad2-ref: 9-25 <box>934 1097 950 1108</box>
third-readings-head: THIRD READINGS. <box>243 1593 320 1603</box>
ad5-num: 1031 <box>1086 1469 1104 1480</box>
paragraph: On the first new clause been proposed to repeal section 17 of the Constitution Act, <box>26 875 187 897</box>
ad3-sub: EX MARMION, FROM LONDON. <box>956 1141 1082 1152</box>
ad3-ref: 9-25 <box>934 1342 950 1353</box>
vr-right: R. <box>1074 841 1084 853</box>
paragraph: 'It was I, in disguise, who engaged the cottage. It was I who cut off the girl's hair, and sold it, and it was I who left her to the police for burial. Could I have conceived a more humiliating fate for even her dead body I would have consigned Alice Lennan to it. <box>934 36 1104 101</box>
paragraph: Mr PYKE withdrew his amendment. <box>205 248 332 259</box>
ad1-footer <box>934 823 1104 834</box>
noes-label: Noes <box>40 1774 58 1785</box>
ad1-t8: Nearly new cookery range, with copper boiler and utensils complete. <box>934 780 1104 802</box>
ad-rule <box>934 1565 1104 1570</box>
ad3-time: Sale at two o'clock. <box>934 1332 1001 1343</box>
ad4-name: H. SCRIMSHAW, <box>987 1418 1051 1429</box>
paragraph: My evidence as to the shadow I had seen of a young and graceful woman holding a phial between her and light suggested the idea that the young woman, who was now a corpse had poisoned herself, and that it was her shadow I saw; but if that was the case, who had laid her out, and why had she been divested of her death. <box>746 369 925 446</box>
col5-paragraphs <box>746 36 925 1573</box>
ad1-sub: PIANO BY ERARD—HOUSEHOLD FURNITURE, &c. <box>952 325 1086 346</box>
literature-heading: LITERATURE. <box>593 955 704 971</box>
paragraph: Mr STAFFORD—It was a piece of impertinence on the part of the member for Selwyn. <box>26 91 187 124</box>
ad3-sell: SELL BY PUBLIC AUCTION, <box>946 1174 1092 1186</box>
divider <box>579 973 718 974</box>
column-4 <box>561 36 736 1592</box>
column-rule <box>929 36 930 1458</box>
ad1-whole: The whole of his <box>990 413 1048 424</box>
ad2-time: Sale at 12 o'clock. <box>987 1065 1051 1076</box>
ad2-text: A well-built four-roomed weather-boarded HOUSE, with slate roof, containing sitting room 12 x 11, with two cupboards, 3ft register stove, and mantelpiece; bedroom, 12 x 11; bedroom, 10.9 x 9.6; kitchen, 13.6 x 9.6, with cupboard, first class 3ft Leamington range, and mantelpiece; pantry, 3.3 x 9.6; passage, 4ft; guttering and spouting all round; built on stone piles. <box>934 971 1104 1066</box>
